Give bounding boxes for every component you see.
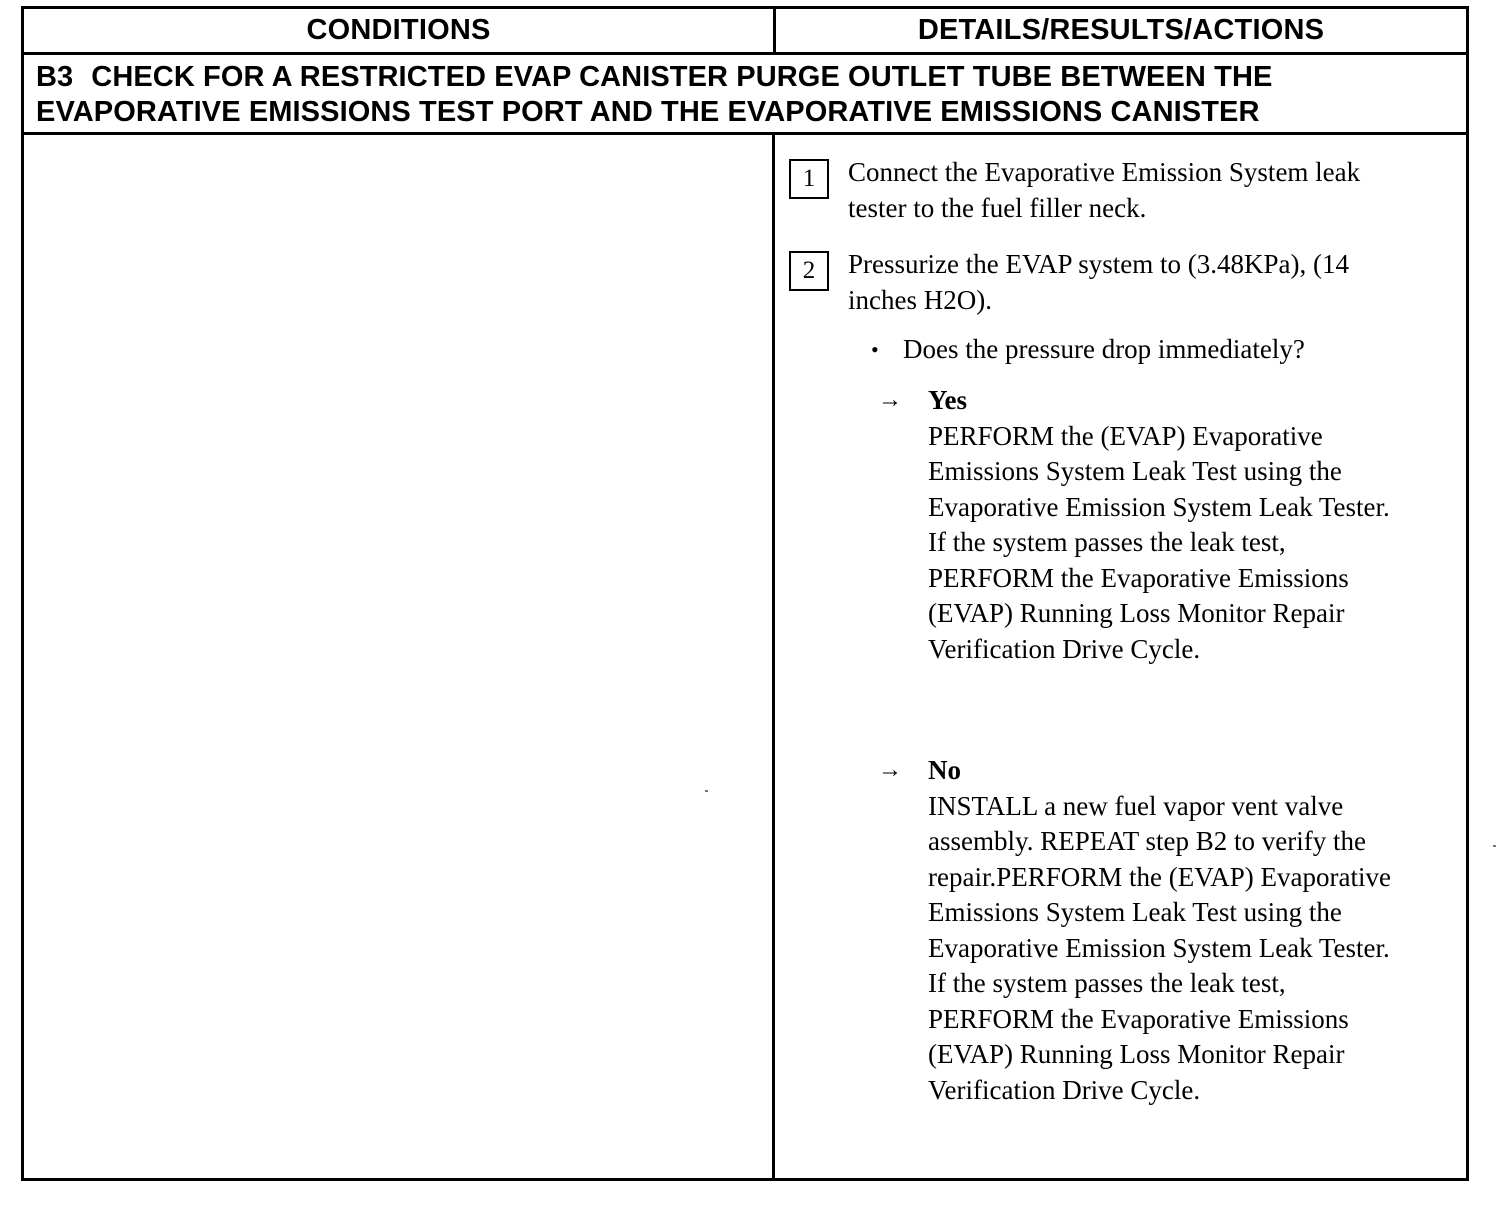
scan-speck	[1493, 845, 1496, 847]
question-text: Does the pressure drop immediately?	[903, 334, 1305, 364]
step-title-row	[24, 55, 1466, 135]
arrow-right-icon: →	[878, 757, 902, 783]
scan-speck	[705, 790, 708, 792]
answer-no-line: Verification Drive Cycle.	[928, 1074, 1201, 1105]
answer-no-line: (EVAP) Running Loss Monitor Repair	[928, 1039, 1345, 1069]
step-title-line-1	[36, 60, 1466, 95]
answer-yes-text	[928, 419, 1458, 668]
answer-no-line: INSTALL a new fuel vapor vent valve	[928, 790, 1344, 821]
answer-no-line: repair.PERFORM the (EVAP) Evaporative	[928, 861, 1391, 892]
answer-no-line: If the system passes the leak test,	[928, 968, 1286, 998]
answer-no-text	[928, 789, 1458, 1109]
answer-no-line: Emissions System Leak Test using the	[928, 897, 1342, 927]
substep-1-number: 1	[789, 159, 829, 199]
substep-1-line-2: tester to the fuel filler neck.	[848, 192, 1147, 223]
step-id: B3	[36, 61, 74, 93]
table-header-row	[24, 9, 1466, 55]
answer-yes-line: PERFORM the Evaporative Emissions	[928, 562, 1349, 593]
question-bullet	[871, 332, 1461, 372]
substep-2-line-2: inches H2O).	[848, 284, 992, 315]
answer-yes-line: (EVAP) Running Loss Monitor Repair	[928, 598, 1345, 628]
details-header: DETAILS/RESULTS/ACTIONS	[917, 14, 1325, 46]
substep-1-text	[848, 155, 1458, 226]
substep-2-line-1: Pressurize the EVAP system to (3.48KPa), (14	[848, 249, 1349, 279]
answer-no-line: PERFORM the Evaporative Emissions	[928, 1003, 1349, 1034]
substep-1	[776, 153, 1466, 233]
arrow-right-icon: →	[878, 387, 902, 413]
answer-no-line: Evaporative Emission System Leak Tester.	[928, 932, 1390, 963]
details-column	[776, 135, 1466, 1175]
answer-no-label: No	[928, 755, 961, 785]
step-title-text-1: CHECK FOR A RESTRICTED EVAP CANISTER PURGE OUTLET TUBE BETWEEN THE	[91, 61, 1273, 93]
answer-yes-line: Verification Drive Cycle.	[928, 633, 1201, 664]
step-title-line-2: EVAPORATIVE EMISSIONS TEST PORT AND THE EVAPORATIVE EMISSIONS CANISTER	[36, 96, 1260, 128]
substep-2	[776, 245, 1466, 325]
answer-yes	[878, 383, 1463, 673]
substep-1-line-1: Connect the Evaporative Emission System leak	[848, 157, 1361, 187]
answer-yes-line: If the system passes the leak test,	[928, 527, 1286, 557]
answer-no-line: assembly. REPEAT step B2 to verify the	[928, 826, 1366, 856]
answer-yes-line: Emissions System Leak Test using the	[928, 456, 1342, 486]
column-divider	[772, 135, 775, 1178]
conditions-header: CONDITIONS	[24, 9, 776, 52]
substep-2-number: 2	[789, 251, 829, 291]
answer-yes-label: Yes	[928, 385, 967, 415]
answer-yes-line: PERFORM the (EVAP) Evaporative	[928, 420, 1323, 451]
bullet-icon: •	[871, 337, 879, 362]
diagnostic-table	[21, 6, 1469, 1181]
answer-no	[878, 753, 1463, 1123]
substep-2-text	[848, 247, 1458, 318]
answer-yes-line: Evaporative Emission System Leak Tester.	[928, 491, 1390, 522]
